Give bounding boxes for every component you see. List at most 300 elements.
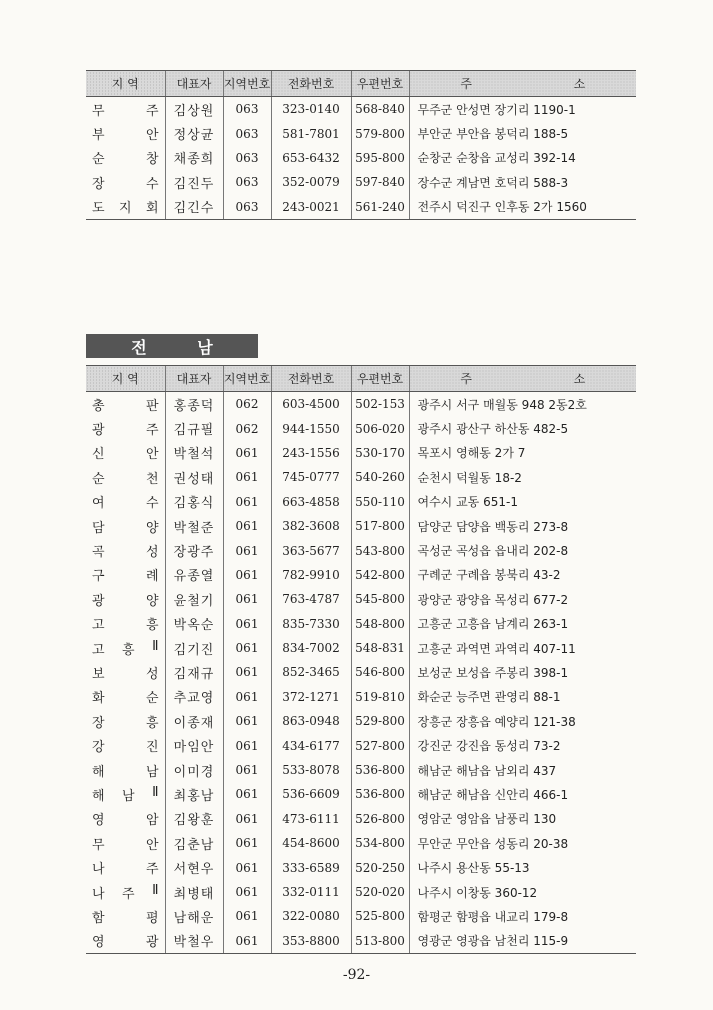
area-code-cell [223, 733, 271, 757]
section-title-jeonnam: 전 남 [86, 334, 258, 358]
representative-cell-text: 김규필 [173, 423, 215, 439]
address-cell [409, 195, 636, 220]
representative-cell [165, 929, 223, 954]
phone-cell-text: 333-6589 [282, 860, 340, 875]
table-row [86, 612, 636, 636]
phone-cell-text: 835-7330 [282, 616, 340, 631]
table-row [86, 514, 636, 538]
representative-cell [165, 758, 223, 782]
postal-code-cell-text: 530-170 [355, 445, 405, 460]
address-cell-text: 구례군 구례읍 봉북리 43-2 [417, 568, 561, 583]
region-cell [86, 636, 165, 660]
phone-cell-text: 763-4787 [282, 592, 340, 607]
address-cell [409, 97, 636, 122]
directory-table-top [86, 70, 636, 220]
region-cell-text: 보 성 [92, 666, 159, 682]
postal-code-cell-text: 550-110 [355, 494, 405, 509]
page-number: -92- [342, 967, 371, 983]
representative-cell [165, 685, 223, 709]
postal-code-cell [351, 416, 409, 440]
phone-cell [271, 855, 351, 879]
representative-cell [165, 709, 223, 733]
phone-cell [271, 146, 351, 170]
area-code-cell [223, 538, 271, 562]
area-code-cell [223, 709, 271, 733]
area-code-cell-text: 061 [235, 616, 259, 631]
region-cell [86, 758, 165, 782]
table-row [86, 929, 636, 954]
postal-code-cell [351, 904, 409, 928]
postal-code-cell-text: 536-800 [355, 787, 405, 802]
representative-cell-text: 김기진 [173, 642, 215, 658]
postal-code-cell-text: 540-260 [355, 470, 405, 485]
address-cell [409, 709, 636, 733]
representative-cell-text: 권성태 [173, 471, 215, 487]
table-row [86, 195, 636, 220]
phone-cell [271, 514, 351, 538]
address-cell-text: 나주시 이창동 360-12 [417, 885, 538, 900]
address-cell-text: 해남군 해남읍 신안리 466-1 [417, 787, 569, 802]
postal-code-cell [351, 195, 409, 220]
phone-cell [271, 121, 351, 145]
table-row [86, 758, 636, 782]
phone-cell [271, 97, 351, 122]
phone-cell [271, 758, 351, 782]
postal-code-cell-text: 534-800 [355, 836, 405, 851]
phone-cell-text: 944-1550 [282, 421, 340, 436]
region-cell-text: 함 평 [92, 910, 159, 926]
phone-cell [271, 170, 351, 194]
region-cell [86, 929, 165, 954]
area-code-cell [223, 97, 271, 122]
table-row [86, 392, 636, 417]
representative-cell-text: 김상원 [173, 103, 215, 119]
table-row [86, 587, 636, 611]
phone-cell [271, 831, 351, 855]
address-cell-text: 함평군 함평읍 내교리 179-8 [417, 909, 569, 924]
postal-code-cell [351, 465, 409, 489]
table-row [86, 170, 636, 194]
area-code-cell [223, 782, 271, 806]
representative-cell-text: 박철우 [173, 935, 215, 951]
region-cell-text: 장 수 [92, 176, 159, 192]
phone-cell [271, 709, 351, 733]
region-cell [86, 465, 165, 489]
region-cell [86, 782, 165, 806]
address-cell-text: 장흥군 장흥읍 예양리 121-38 [417, 714, 576, 729]
postal-code-cell [351, 831, 409, 855]
postal-code-cell [351, 929, 409, 954]
region-cell-text: 해 남 Ⅱ [92, 784, 159, 804]
area-code-cell [223, 855, 271, 879]
address-cell [409, 685, 636, 709]
address-cell-text: 강진군 강진읍 동성리 73-2 [417, 739, 561, 754]
phone-cell-text: 782-9910 [282, 567, 340, 582]
phone-cell [271, 587, 351, 611]
address-cell-text: 목포시 영해동 2가 7 [417, 446, 526, 461]
postal-code-cell-text: 519-810 [355, 689, 405, 704]
address-cell-text: 장수군 계남면 호덕리 588-3 [417, 175, 569, 190]
representative-cell [165, 563, 223, 587]
address-cell [409, 170, 636, 194]
region-cell [86, 195, 165, 220]
area-code-cell-text: 061 [235, 763, 259, 778]
region-cell [86, 146, 165, 170]
area-code-cell [223, 416, 271, 440]
representative-cell [165, 97, 223, 122]
representative-cell-text: 김춘남 [173, 837, 215, 853]
address-cell-text: 보성군 보성읍 주봉리 398-1 [417, 665, 569, 680]
table-row [86, 709, 636, 733]
postal-code-cell-text: 561-240 [355, 199, 405, 214]
postal-code-cell [351, 490, 409, 514]
postal-code-cell-text: 545-800 [355, 592, 405, 607]
address-cell-text: 담양군 담양읍 백동리 273-8 [417, 519, 569, 534]
postal-code-cell-text: 513-800 [355, 933, 405, 948]
representative-cell [165, 170, 223, 194]
representative-cell-text: 채종희 [173, 152, 215, 168]
phone-cell [271, 195, 351, 220]
postal-code-cell [351, 392, 409, 417]
address-cell [409, 416, 636, 440]
region-cell-text: 부 안 [92, 128, 159, 144]
phone-cell-text: 653-6432 [282, 150, 340, 165]
representative-cell [165, 612, 223, 636]
table-row [86, 416, 636, 440]
table-row [86, 807, 636, 831]
address-cell-text: 고흥군 과역면 과역리 407-11 [417, 641, 576, 656]
table-body [86, 97, 636, 220]
area-code-cell-text: 061 [235, 689, 259, 704]
phone-cell-text: 363-5677 [282, 543, 340, 558]
table-row [86, 660, 636, 684]
phone-cell [271, 538, 351, 562]
header-region: 지 역 [86, 366, 165, 392]
area-code-cell-text: 061 [235, 641, 259, 656]
address-cell-text: 화순군 능주면 관영리 88-1 [417, 690, 561, 705]
phone-cell [271, 685, 351, 709]
region-cell [86, 904, 165, 928]
area-code-cell-text: 061 [235, 494, 259, 509]
area-code-cell [223, 465, 271, 489]
area-code-cell [223, 880, 271, 904]
phone-cell [271, 880, 351, 904]
representative-cell [165, 538, 223, 562]
phone-cell-text: 352-0079 [282, 175, 340, 190]
area-code-cell-text: 061 [235, 567, 259, 582]
area-code-cell-text: 061 [235, 470, 259, 485]
region-cell-text: 나 주 [92, 862, 159, 878]
area-code-cell-text: 063 [235, 199, 259, 214]
postal-code-cell-text: 579-800 [355, 126, 405, 141]
table-row [86, 904, 636, 928]
region-cell-text: 무 안 [92, 837, 159, 853]
representative-cell [165, 587, 223, 611]
address-cell [409, 733, 636, 757]
address-cell-text: 영광군 영광읍 남천리 115-9 [417, 934, 569, 949]
region-cell-text: 곡 성 [92, 545, 159, 561]
table-row [86, 636, 636, 660]
postal-code-cell [351, 97, 409, 122]
region-cell-text: 신 안 [92, 447, 159, 463]
table-row [86, 97, 636, 122]
postal-code-cell [351, 146, 409, 170]
area-code-cell [223, 441, 271, 465]
area-code-cell [223, 170, 271, 194]
address-cell-text: 고흥군 고흥읍 남계리 263-1 [417, 617, 569, 632]
table-row [86, 782, 636, 806]
postal-code-cell [351, 636, 409, 660]
area-code-cell-text: 061 [235, 860, 259, 875]
area-code-cell-text: 061 [235, 933, 259, 948]
phone-cell-text: 382-3608 [282, 519, 340, 534]
postal-code-cell [351, 441, 409, 465]
representative-cell [165, 514, 223, 538]
area-code-cell [223, 587, 271, 611]
representative-cell-text: 박옥순 [173, 618, 215, 634]
phone-cell-text: 243-1556 [282, 445, 340, 460]
phone-cell-text: 434-6177 [282, 738, 340, 753]
phone-cell-text: 663-4858 [282, 494, 340, 509]
representative-cell [165, 146, 223, 170]
header-representative: 대표자 [165, 366, 223, 392]
representative-cell-text: 박철준 [173, 520, 215, 536]
address-cell-text: 부안군 부안읍 봉덕리 188-5 [417, 127, 569, 142]
representative-cell [165, 121, 223, 145]
address-cell [409, 636, 636, 660]
table-row [86, 121, 636, 145]
phone-cell [271, 392, 351, 417]
region-cell [86, 855, 165, 879]
postal-code-cell [351, 807, 409, 831]
region-cell-text: 강 진 [92, 740, 159, 756]
area-code-cell [223, 121, 271, 145]
postal-code-cell-text: 548-800 [355, 616, 405, 631]
address-cell [409, 121, 636, 145]
representative-cell-text: 윤철기 [173, 593, 215, 609]
region-cell [86, 538, 165, 562]
region-cell [86, 831, 165, 855]
representative-cell [165, 416, 223, 440]
postal-code-cell-text: 502-153 [355, 397, 405, 412]
phone-cell [271, 636, 351, 660]
postal-code-cell [351, 121, 409, 145]
representative-cell [165, 904, 223, 928]
address-cell-text: 영암군 영암읍 남풍리 130 [417, 812, 557, 827]
area-code-cell-text: 061 [235, 836, 259, 851]
area-code-cell [223, 831, 271, 855]
representative-cell-text: 김긴수 [173, 201, 215, 217]
phone-cell-text: 603-4500 [282, 397, 340, 412]
postal-code-cell-text: 536-800 [355, 763, 405, 778]
phone-cell [271, 490, 351, 514]
area-code-cell [223, 514, 271, 538]
region-cell [86, 807, 165, 831]
table-row [86, 146, 636, 170]
representative-cell-text: 김진두 [173, 176, 215, 192]
region-cell [86, 121, 165, 145]
area-code-cell-text: 063 [235, 150, 259, 165]
postal-code-cell-text: 543-800 [355, 543, 405, 558]
area-code-cell [223, 929, 271, 954]
address-cell [409, 465, 636, 489]
address-cell [409, 660, 636, 684]
postal-code-cell-text: 568-840 [355, 102, 405, 117]
header-address [409, 71, 636, 97]
representative-cell-text: 김재규 [173, 666, 215, 682]
phone-cell-text: 863-0948 [282, 714, 340, 729]
region-cell-text: 구 례 [92, 569, 159, 585]
area-code-cell [223, 195, 271, 220]
phone-cell-text: 243-0021 [282, 199, 340, 214]
address-cell-text: 순천시 덕월동 18-2 [417, 470, 522, 485]
address-cell [409, 441, 636, 465]
representative-cell-text: 최병태 [173, 886, 215, 902]
address-cell [409, 880, 636, 904]
area-code-cell-text: 061 [235, 714, 259, 729]
region-cell-text: 총 판 [92, 398, 159, 414]
address-cell [409, 855, 636, 879]
address-cell-text: 여수시 교동 651-1 [417, 495, 518, 510]
area-code-cell-text: 061 [235, 885, 259, 899]
postal-code-cell-text: 548-831 [355, 641, 405, 656]
phone-cell-text: 533-8078 [282, 763, 340, 778]
phone-cell-text: 834-7002 [282, 641, 340, 656]
area-code-cell [223, 904, 271, 928]
address-cell-text: 해남군 해남읍 남외리 437 [417, 763, 557, 778]
address-cell [409, 514, 636, 538]
postal-code-cell [351, 685, 409, 709]
phone-cell [271, 660, 351, 684]
phone-cell-text: 745-0777 [282, 470, 340, 485]
representative-cell [165, 636, 223, 660]
postal-code-cell [351, 782, 409, 806]
phone-cell [271, 904, 351, 928]
postal-code-cell [351, 563, 409, 587]
address-cell [409, 612, 636, 636]
header-address [409, 366, 636, 392]
table-row [86, 733, 636, 757]
representative-cell [165, 660, 223, 684]
postal-code-cell-text: 529-800 [355, 714, 405, 729]
header-postal-code: 우편번호 [351, 366, 409, 392]
representative-cell-text: 최홍남 [173, 788, 215, 804]
postal-code-cell-text: 520-250 [355, 860, 405, 875]
region-cell-text: 순 천 [92, 471, 159, 487]
header-area-code: 지역번호 [223, 366, 271, 392]
address-cell [409, 929, 636, 954]
region-cell [86, 880, 165, 904]
postal-code-cell [351, 660, 409, 684]
area-code-cell [223, 758, 271, 782]
table-row [86, 441, 636, 465]
representative-cell [165, 441, 223, 465]
phone-cell [271, 807, 351, 831]
table-header-row [86, 71, 636, 97]
postal-code-cell-text: 597-840 [355, 175, 405, 190]
phone-cell [271, 733, 351, 757]
address-cell [409, 563, 636, 587]
region-cell-text: 담 양 [92, 520, 159, 536]
postal-code-cell-text: 525-800 [355, 909, 405, 924]
phone-cell-text: 852-3465 [282, 665, 340, 680]
postal-code-cell [351, 612, 409, 636]
address-cell [409, 146, 636, 170]
phone-cell-text: 332-0111 [282, 885, 340, 899]
representative-cell-text: 김왕훈 [173, 813, 215, 829]
header-postal-code: 우편번호 [351, 71, 409, 97]
postal-code-cell [351, 514, 409, 538]
postal-code-cell-text: 542-800 [355, 567, 405, 582]
region-cell [86, 587, 165, 611]
area-code-cell-text: 061 [235, 519, 259, 534]
phone-cell-text: 322-0080 [282, 909, 340, 924]
representative-cell [165, 855, 223, 879]
address-cell [409, 538, 636, 562]
phone-cell-text: 323-0140 [282, 102, 340, 117]
region-cell-text: 영 암 [92, 813, 159, 829]
area-code-cell-text: 061 [235, 909, 259, 924]
region-cell [86, 490, 165, 514]
phone-cell [271, 612, 351, 636]
region-cell [86, 733, 165, 757]
area-code-cell-text: 063 [235, 126, 259, 141]
address-cell-text: 광양군 광양읍 목성리 677-2 [417, 592, 569, 607]
header-region: 지 역 [86, 71, 165, 97]
postal-code-cell-text: 527-800 [355, 738, 405, 753]
address-cell-text: 나주시 용산동 55-13 [417, 861, 530, 876]
representative-cell-text: 이종재 [173, 715, 215, 731]
area-code-cell [223, 392, 271, 417]
address-cell [409, 758, 636, 782]
postal-code-cell [351, 855, 409, 879]
table-row [86, 831, 636, 855]
phone-cell [271, 416, 351, 440]
region-cell [86, 514, 165, 538]
branch-table-jeonbuk [86, 70, 636, 220]
postal-code-cell [351, 709, 409, 733]
area-code-cell-text: 061 [235, 592, 259, 607]
postal-code-cell-text: 520-020 [355, 885, 405, 899]
header-representative: 대표자 [165, 71, 223, 97]
region-cell [86, 416, 165, 440]
area-code-cell [223, 563, 271, 587]
area-code-cell-text: 061 [235, 787, 259, 802]
area-code-cell-text: 063 [235, 175, 259, 190]
area-code-cell [223, 807, 271, 831]
header-area-code: 지역번호 [223, 71, 271, 97]
region-cell [86, 441, 165, 465]
area-code-cell [223, 146, 271, 170]
postal-code-cell-text: 546-800 [355, 665, 405, 680]
phone-cell-text: 473-6111 [282, 811, 340, 826]
address-cell-text: 무안군 무안읍 성동리 20-38 [417, 836, 569, 851]
header-phone: 전화번호 [271, 71, 351, 97]
area-code-cell-text: 062 [235, 397, 259, 412]
region-cell [86, 660, 165, 684]
region-cell-text: 고 흥 [92, 618, 159, 634]
postal-code-cell-text: 506-020 [355, 421, 405, 436]
region-cell [86, 392, 165, 417]
representative-cell [165, 465, 223, 489]
region-cell-text: 영 광 [92, 935, 159, 951]
region-cell-text: 무 주 [92, 103, 159, 119]
representative-cell-text: 이미경 [173, 764, 215, 780]
phone-cell [271, 929, 351, 954]
address-cell [409, 831, 636, 855]
area-code-cell-text: 061 [235, 811, 259, 826]
area-code-cell-text: 061 [235, 665, 259, 680]
